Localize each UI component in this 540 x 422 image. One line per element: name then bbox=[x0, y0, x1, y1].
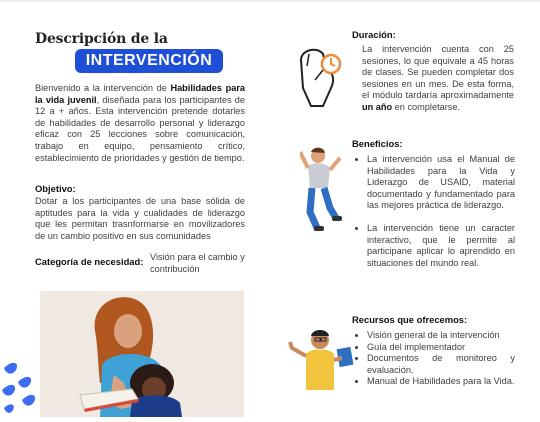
photo-mother-child bbox=[40, 291, 244, 417]
duration-text bbox=[362, 44, 514, 114]
duration-text-1: La intervención cuenta con 25 sesiones, lo que equivale a 45 horas de clases. Se pueden completar dos sesiones en un mes. De esta forma, el módulo tardaría aproximadamente bbox=[362, 44, 514, 101]
hand-clock-icon bbox=[297, 40, 345, 112]
intro-bold: Habilidades para la vida juvenil bbox=[35, 83, 246, 105]
duration-bold: un año bbox=[362, 101, 393, 112]
objective-text: Dotar a los participantes de una base sólida de aptitudes para la vida y cualidades de liderazgo que les permitan trasnformarse en movilizadores de un cambio positivo en sus comunidades bbox=[35, 196, 245, 241]
category-value: Visión para el cambio y contribución bbox=[150, 252, 245, 274]
objective-label: Objetivo: bbox=[35, 183, 76, 194]
duration-text-2: en completarse. bbox=[392, 101, 461, 112]
resources-list bbox=[353, 330, 515, 388]
section-heading: Descripción de la bbox=[35, 31, 168, 47]
resource-item: • Documentos de monitoreo y evaluación. bbox=[367, 353, 515, 376]
category-label: Categoría de necesidad: bbox=[35, 256, 144, 267]
jumping-person-icon bbox=[300, 146, 344, 234]
duration-title: Duración: bbox=[352, 29, 396, 40]
resource-item: • Visión general de la intervención bbox=[367, 330, 515, 342]
intro-text-1: Bienvenido a la intervención de bbox=[35, 83, 171, 93]
person-with-book-icon bbox=[286, 326, 358, 392]
decorative-leaves bbox=[0, 350, 44, 417]
resource-item: • Manual de Habilidades para la Vida. bbox=[367, 376, 515, 388]
intervention-pill: INTERVENCIÓN bbox=[75, 49, 223, 73]
benefit-item: • La intervención tiene un caracter interactivo, que le permite al participane aplicar lo aprendido en situaciones del mundo real. bbox=[367, 223, 515, 269]
resources-title: Recursos que ofrecemos: bbox=[352, 314, 468, 325]
benefits-list bbox=[353, 154, 515, 269]
benefit-item: • La intervención usa el Manual de Habilidades para la Vida y Liderazgo de USAID, material documentado y fundamentado para las mejores práctica de liderazgo. bbox=[367, 154, 515, 212]
top-divider bbox=[0, 0, 540, 2]
intro-paragraph bbox=[35, 83, 245, 164]
benefits-title: Beneficios: bbox=[352, 138, 403, 149]
intro-text-2: , diseñada para los participantes de 12 a + años. Esta intervención pretende dotarles de habilidades de desarrollo personal y liderazgo eficaz con 25 lecciones sobre comunicación, trabajo en equipo, pensamiento crítico, establecimiento de prioridades y gestión de tiempo. bbox=[35, 94, 245, 163]
resource-item: • Guía del implementador bbox=[367, 342, 515, 354]
